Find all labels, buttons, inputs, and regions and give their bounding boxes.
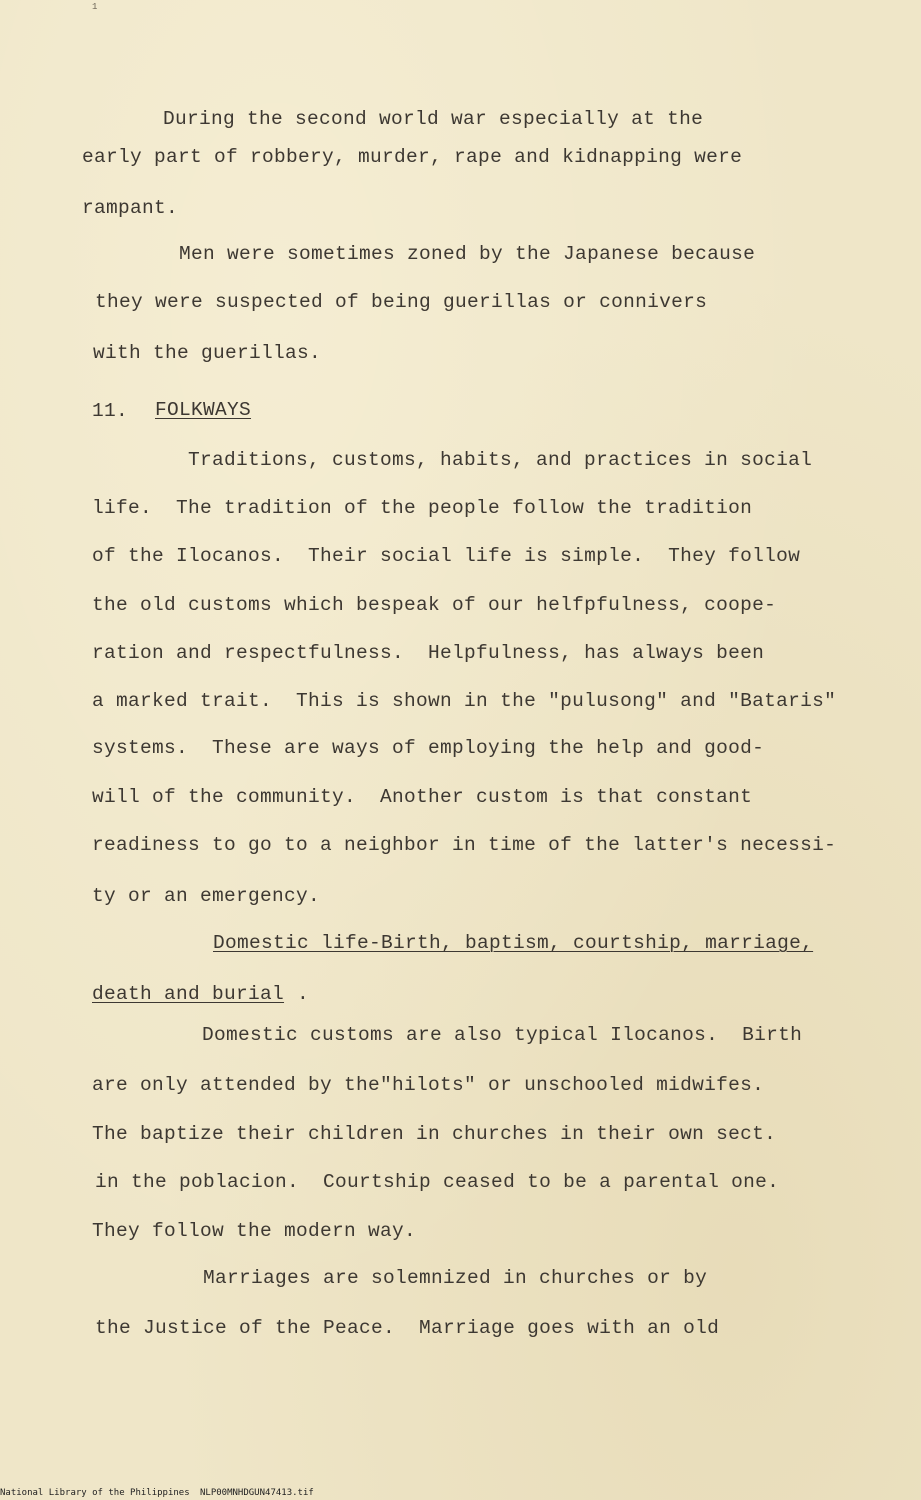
text-line: They follow the modern way. — [92, 1220, 417, 1242]
text-line: The baptize their children in churches in their own sect. — [92, 1123, 777, 1145]
text-line: of the Ilocanos. Their social life is simple. They follow — [92, 545, 801, 567]
text-line: early part of robbery, murder, rape and kidnapping were — [82, 146, 743, 168]
text-line: Domestic customs are also typical Ilocanos. Birth — [202, 1024, 803, 1046]
subsection-heading: Domestic life-Birth, baptism, courtship, marriage, — [213, 932, 814, 954]
text-line: ty or an emergency. — [92, 885, 321, 907]
text-line: ration and respectfulness. Helpfulness, has always been — [92, 642, 765, 664]
subsection-heading-end: . — [285, 983, 310, 1005]
text-line: they were suspected of being guerillas or connivers — [95, 291, 708, 313]
footer-library-name: National Library of the Philippines — [0, 1488, 190, 1498]
section-number: 11. — [92, 400, 129, 422]
text-line: Men were sometimes zoned by the Japanese because — [179, 243, 756, 265]
text-line: are only attended by the"hilots" or unschooled midwifes. — [92, 1074, 765, 1096]
text-line: the Justice of the Peace. Marriage goes with an old — [95, 1317, 720, 1339]
text-line: will of the community. Another custom is that constant — [92, 786, 753, 808]
page-corner-mark: 1 — [92, 2, 98, 12]
text-line: Marriages are solemnized in churches or by — [203, 1267, 708, 1289]
text-line: life. The tradition of the people follow the tradition — [92, 497, 753, 519]
text-line: readiness to go to a neighbor in time of the latter's necessi- — [92, 834, 837, 856]
subsection-heading-cont: death and burial — [92, 983, 285, 1005]
text-line: Traditions, customs, habits, and practices in social — [188, 449, 813, 471]
text-line: with the guerillas. — [93, 342, 322, 364]
text-line: a marked trait. This is shown in the "pulusong" and "Bataris" — [92, 690, 837, 712]
footer-filename: NLP00MNHDGUN47413.tif — [200, 1488, 314, 1498]
text-line: in the poblacion. Courtship ceased to be a parental one. — [95, 1171, 780, 1193]
section-heading: FOLKWAYS — [155, 399, 252, 421]
text-line: During the second world war especially at the — [163, 108, 704, 130]
text-line: rampant. — [82, 197, 179, 219]
text-line: the old customs which bespeak of our helfpfulness, coope- — [92, 594, 777, 616]
text-line: systems. These are ways of employing the help and good- — [92, 737, 765, 759]
